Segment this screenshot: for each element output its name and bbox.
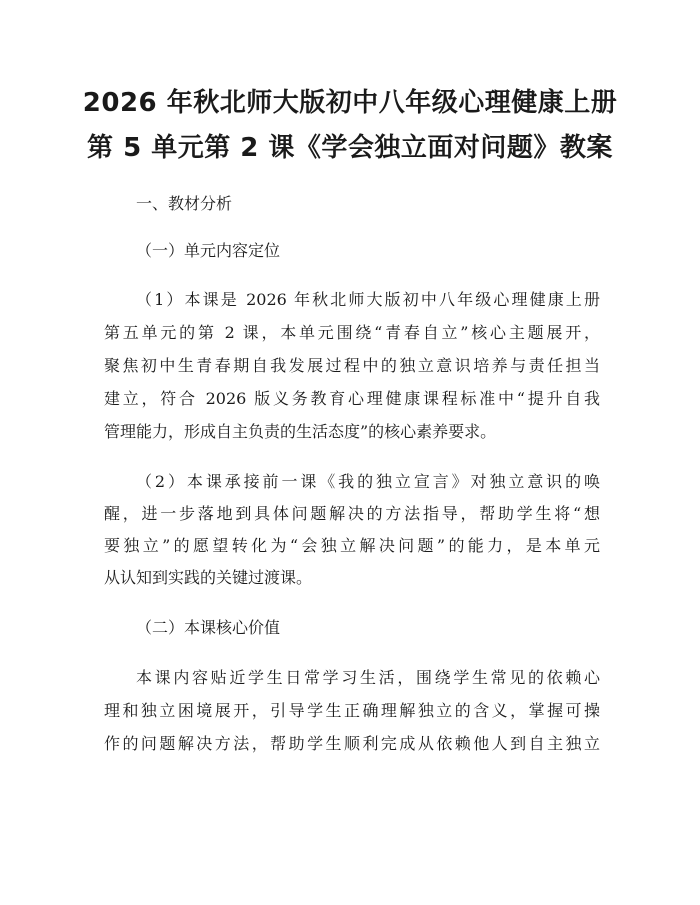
paragraph-2-line-2: 醒，进一步落地到具体问题解决的方法指导，帮助学生将“想 (104, 504, 600, 523)
document-title-line-2: 第 5 单元第 2 课《学会独立面对问题》教案 (87, 133, 613, 163)
document-title-line-1: 2026 年秋北师大版初中八年级心理健康上册 (82, 88, 618, 118)
paragraph-1-line-1: （1）本课是 2026 年秋北师大版初中八年级心理健康上册 (136, 290, 600, 309)
paragraph-1-line-4: 建立，符合 2026 版义务教育心理健康课程标准中“提升自我 (104, 389, 600, 408)
paragraph-3-line-2: 理和独立困境展开，引导学生正确理解独立的含义，掌握可操 (104, 701, 600, 720)
paragraph-2-line-3: 要独立”的愿望转化为“会独立解决问题”的能力，是本单元 (104, 536, 600, 555)
section-heading-textbook-analysis: 一、教材分析 (136, 194, 233, 213)
paragraph-1-line-5: 管理能力，形成自主负责的生活态度”的核心素养要求。 (104, 422, 497, 441)
paragraph-1-line-3: 聚焦初中生青春期自我发展过程中的独立意识培养与责任担当 (104, 356, 600, 375)
paragraph-2-line-4: 从认知到实践的关键过渡课。 (104, 568, 313, 587)
paragraph-3-line-3: 作的问题解决方法，帮助学生顺利完成从依赖他人到自主独立 (104, 734, 600, 753)
paragraph-2-line-1: （2）本课承接前一课《我的独立宣言》对独立意识的唤 (136, 472, 600, 491)
subsection-heading-unit-positioning: （一）单元内容定位 (136, 241, 281, 260)
paragraph-1-line-2: 第五单元的第 2 课，本单元围绕“青春自立”核心主题展开， (104, 323, 600, 342)
subsection-heading-core-value: （二）本课核心价值 (136, 618, 281, 637)
paragraph-3-line-1: 本课内容贴近学生日常学习生活，围绕学生常见的依赖心 (136, 668, 600, 687)
